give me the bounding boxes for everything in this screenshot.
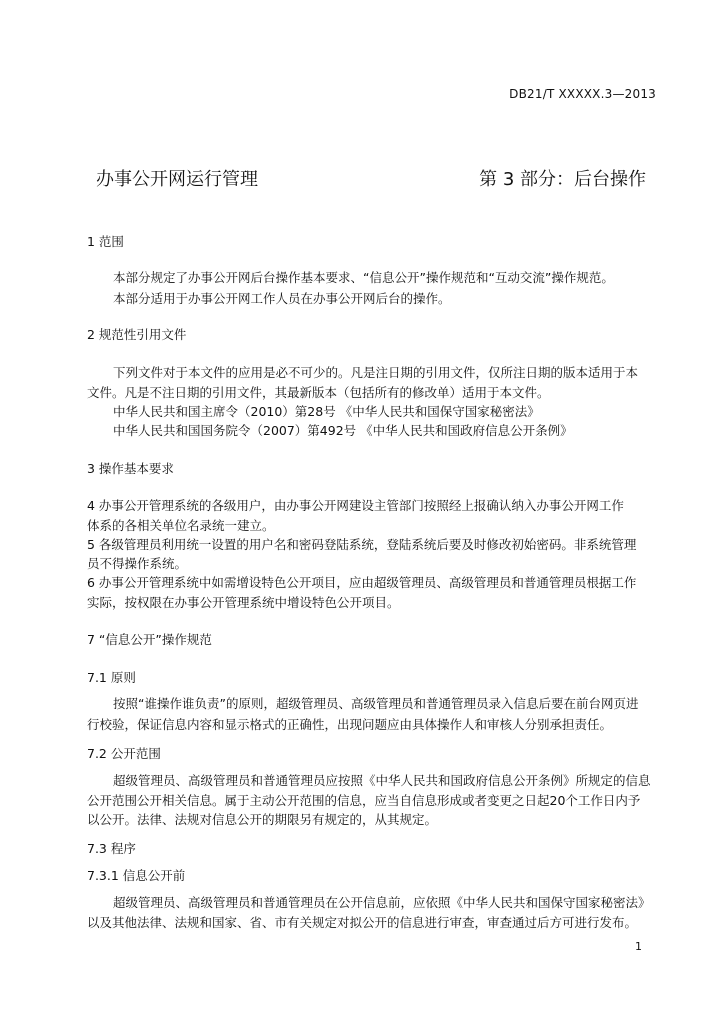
document-part-title: 第 3 部分：后台操作 — [479, 169, 646, 190]
reference-item: 中华人民共和国主席令（2010）第28号 《中华人民共和国保守国家秘密法》 — [113, 404, 540, 419]
paragraph: 本部分适用于办事公开网工作人员在办事公开网后台的操作。 — [113, 291, 451, 306]
paragraph: 超级管理员、高级管理员和普通管理员应按照《中华人民共和国政府信息公开条例》所规定的信息 — [113, 773, 651, 788]
document-code: DB21/T XXXXX.3—2013 — [509, 87, 656, 101]
clause-4: 4 办事公开管理系统的各级用户，由办事公开网建设主管部门按照经上报确认纳入办事公开网工作 — [87, 498, 624, 513]
section-7-1-heading: 7.1 原则 — [87, 670, 136, 685]
clause-6: 实际，按权限在办事公开管理系统中增设特色公开项目。 — [87, 595, 400, 610]
section-3-heading: 3 操作基本要求 — [87, 461, 174, 476]
section-7-2-heading: 7.2 公开范围 — [87, 746, 161, 761]
paragraph: 公开范围公开相关信息。属于主动公开范围的信息，应当自信息形成或者变更之日起20个工作日内予 — [87, 793, 641, 808]
clause-5: 5 各级管理员利用统一设置的用户名和密码登陆系统，登陆系统后要及时修改初始密码。非系统管理 — [87, 537, 637, 552]
section-7-3-1-heading: 7.3.1 信息公开前 — [87, 868, 186, 883]
paragraph: 以及其他法律、法规和国家、省、市有关规定对拟公开的信息进行审查，审查通过后方可进行发布。 — [87, 915, 638, 930]
paragraph: 超级管理员、高级管理员和普通管理员在公开信息前，应依照《中华人民共和国保守国家秘密法》 — [113, 895, 651, 910]
section-2-heading: 2 规范性引用文件 — [87, 327, 187, 342]
section-1-heading: 1 范围 — [87, 234, 124, 249]
clause-5: 员不得操作系统。 — [87, 556, 188, 571]
section-7-3-heading: 7.3 程序 — [87, 841, 136, 856]
paragraph: 按照“谁操作谁负责”的原则，超级管理员、高级管理员和普通管理员录入信息后要在前台网页进 — [113, 696, 639, 711]
section-7-heading: 7 “信息公开”操作规范 — [87, 632, 212, 647]
paragraph: 行校验，保证信息内容和显示格式的正确性，出现问题应由具体操作人和审核人分别承担责任。 — [87, 717, 613, 732]
reference-item: 中华人民共和国国务院令（2007）第492号 《中华人民共和国政府信息公开条例》 — [113, 423, 573, 438]
clause-6: 6 办事公开管理系统中如需增设特色公开项目，应由超级管理员、高级管理员和普通管理员根据工作 — [87, 575, 637, 590]
clause-4: 体系的各相关单位名录统一建立。 — [87, 518, 275, 533]
paragraph: 文件。凡是不注日期的引用文件，其最新版本（包括所有的修改单）适用于本文件。 — [87, 385, 550, 400]
paragraph: 下列文件对于本文件的应用是必不可少的。凡是注日期的引用文件，仅所注日期的版本适用于本 — [113, 365, 639, 380]
paragraph: 以公开。法律、法规对信息公开的期限另有规定的，从其规定。 — [87, 812, 438, 827]
document-title: 办事公开网运行管理 — [96, 169, 258, 190]
page-number: 1 — [635, 940, 642, 953]
paragraph: 本部分规定了办事公开网后台操作基本要求、“信息公开”操作规范和“互动交流”操作规范。 — [113, 270, 614, 285]
